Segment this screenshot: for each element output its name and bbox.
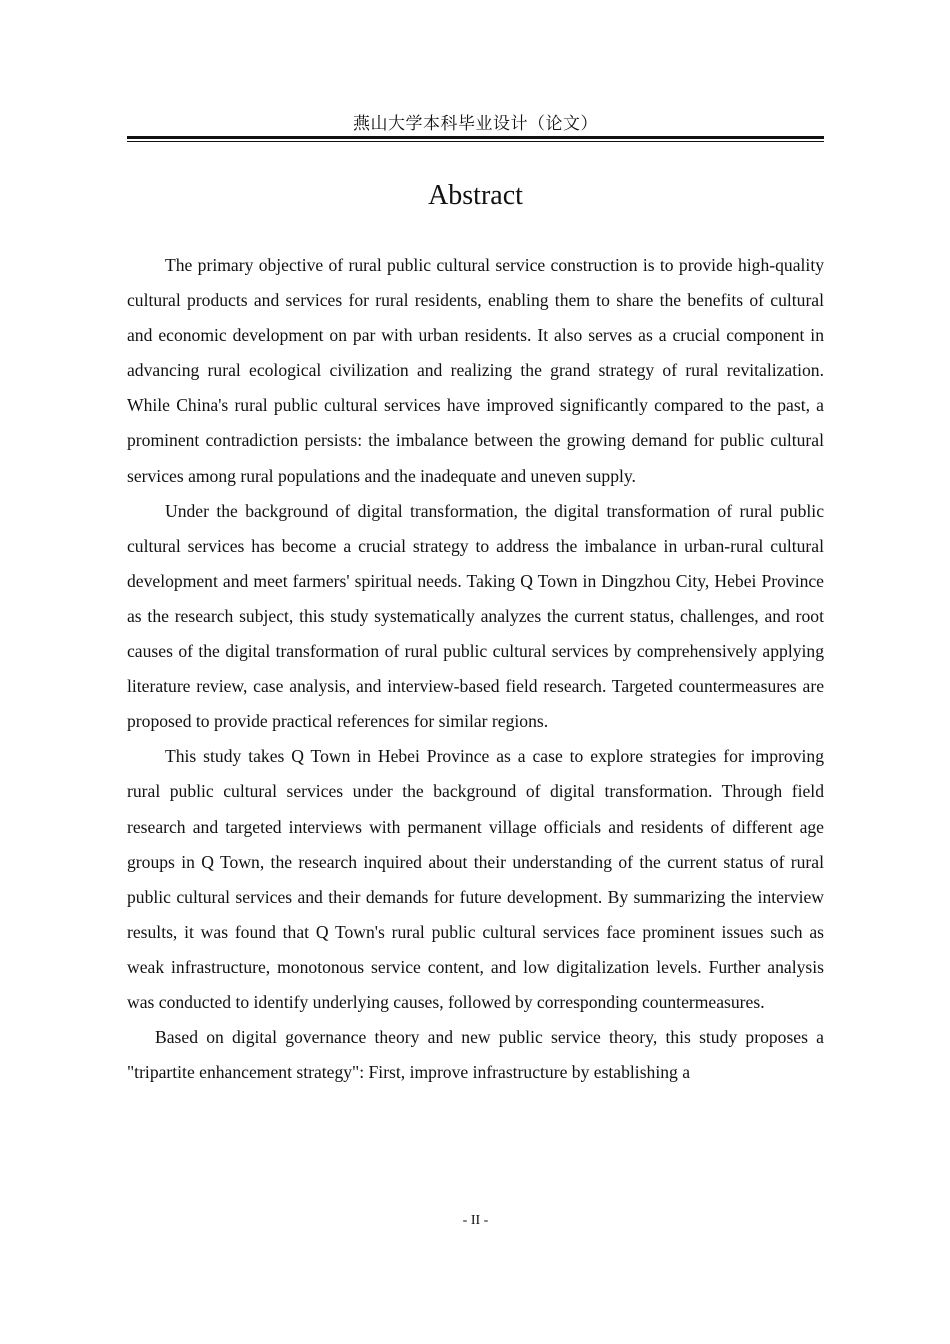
running-header: 燕山大学本科毕业设计（论文） bbox=[353, 114, 598, 134]
abstract-title: Abstract bbox=[428, 180, 523, 211]
page-number: - II - bbox=[462, 1213, 489, 1228]
abstract-paragraph-2: Under the background of digital transformation, the digital transformation of rural public cultural services has become a crucial strategy to address the imbalance in urban-rural cultural development and meet farmers' spiritual needs. Taking Q Town in Dingzhou City, Hebei Province as the research subject, this study systematically analyzes the current status, challenges, and root causes of the digital transformation of rural public cultural services by comprehensively applying literature review, case analysis, and interview-based field research. Targeted countermeasures are proposed to provide practical references for similar regions. bbox=[127, 500, 824, 732]
header-rule-thick bbox=[127, 136, 824, 139]
abstract-body bbox=[127, 248, 824, 1090]
abstract-paragraph-3: This study takes Q Town in Hebei Province as a case to explore strategies for improving rural public cultural services under the background of digital transformation. Through field research and targeted interviews with permanent village officials and residents of different age groups in Q Town, the research inquired about their understanding of the current status of rural public cultural services and their demands for future development. By summarizing the interview results, it was found that Q Town's rural public cultural services face prominent issues such as weak infrastructure, monotonous service content, and low digitalization levels. Further analysis was conducted to identify underlying causes, followed by corresponding countermeasures. bbox=[127, 746, 824, 1012]
header-rule-thin bbox=[127, 141, 824, 142]
abstract-paragraph-1: The primary objective of rural public cultural service construction is to provide high-quality cultural products and services for rural residents, enabling them to share the benefits of cultural and economic development on par with urban residents. It also serves as a crucial component in advancing rural ecological civilization and realizing the grand strategy of rural revitalization. While China's rural public cultural services have improved significantly compared to the past, a prominent contradiction persists: the imbalance between the growing demand for public cultural services among rural populations and the inadequate and uneven supply. bbox=[127, 255, 824, 486]
abstract-paragraph-4: Based on digital governance theory and new public service theory, this study proposes a "tripartite enhancement strategy": First, improve infrastructure by establishing a bbox=[127, 1027, 824, 1083]
